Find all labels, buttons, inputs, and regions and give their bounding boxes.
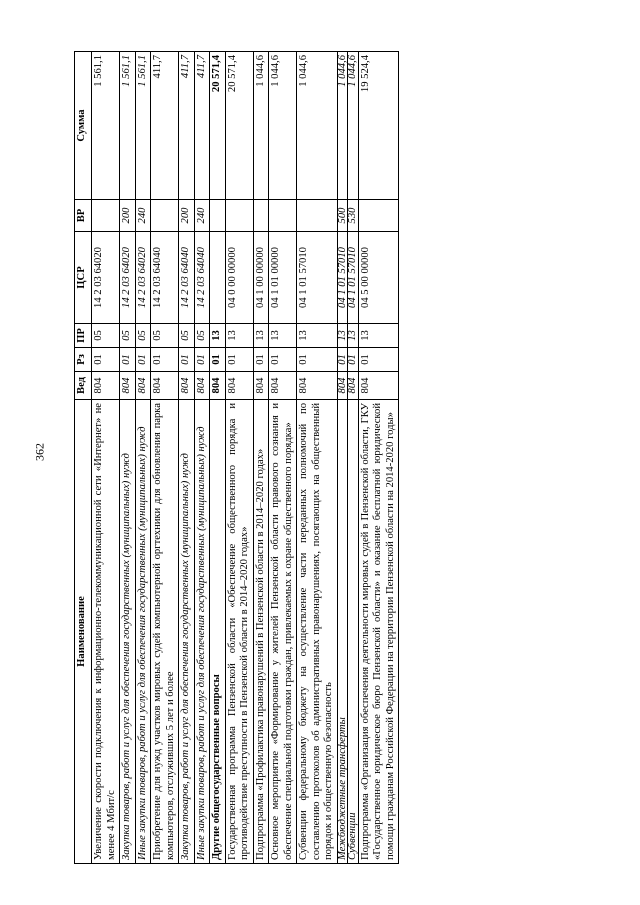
cell-csr: 14 2 03 64020 [120, 232, 136, 324]
table-row [92, 52, 120, 864]
cell-ved: 804 [120, 372, 136, 400]
cell-name: Субвенции [348, 400, 359, 864]
header-sum: Сумма [75, 52, 92, 200]
cell-csr: 14 2 03 64040 [179, 232, 195, 324]
cell-sum: 1 561,1 [135, 52, 151, 200]
cell-rz: 01 [92, 348, 120, 372]
cell-name: Другие общегосударственные вопросы [210, 400, 226, 864]
table-row [135, 52, 151, 864]
cell-csr: 14 2 03 64040 [194, 232, 210, 324]
header-rz: Рз [75, 348, 92, 372]
cell-name: Иные закупки товаров, работ и услуг для обеспечения государственных (муниципальных) нужд [194, 400, 210, 864]
table-row [269, 52, 297, 864]
cell-ved: 804 [225, 372, 253, 400]
cell-sum: 1 044,6 [337, 52, 348, 200]
cell-ved: 804 [358, 372, 399, 400]
cell-csr: 14 2 03 64040 [151, 232, 179, 324]
cell-name: Подпрограмма «Организация обеспечения деятельности мировых судей в Пензенской области, ГКУ «Государственное юридическое бюро Пензенской области» и оказание бесплатной юридической помощи гражданам Российской Федерации на территории Пензенской области на 2014-2020 годы» [358, 400, 399, 864]
cell-vr [92, 200, 120, 232]
cell-rz: 01 [358, 348, 399, 372]
cell-rz: 01 [337, 348, 348, 372]
cell-rz: 01 [269, 348, 297, 372]
cell-rz: 01 [151, 348, 179, 372]
cell-pr: 05 [194, 324, 210, 348]
cell-sum: 1 044,6 [253, 52, 269, 200]
cell-sum: 1 044,6 [297, 52, 338, 200]
cell-name: Подпрограмма «Профилактика правонарушений в Пензенской области в 2014–2020 годах» [253, 400, 269, 864]
cell-ved: 804 [297, 372, 338, 400]
table-row [253, 52, 269, 864]
cell-pr: 13 [210, 324, 226, 348]
cell-ved: 804 [194, 372, 210, 400]
cell-pr: 05 [151, 324, 179, 348]
cell-vr: 240 [135, 200, 151, 232]
cell-rz: 01 [225, 348, 253, 372]
cell-pr: 13 [297, 324, 338, 348]
cell-rz: 01 [179, 348, 195, 372]
cell-csr: 04 1 01 57010 [297, 232, 338, 324]
header-vr: ВР [75, 200, 92, 232]
budget-table [74, 51, 399, 864]
table-row [225, 52, 253, 864]
cell-ved: 804 [151, 372, 179, 400]
cell-sum: 411,7 [194, 52, 210, 200]
cell-rz: 01 [194, 348, 210, 372]
cell-ved: 804 [210, 372, 226, 400]
cell-csr: 04 1 01 00000 [269, 232, 297, 324]
cell-sum: 411,7 [151, 52, 179, 200]
table-row [151, 52, 179, 864]
cell-pr: 13 [253, 324, 269, 348]
cell-vr [151, 200, 179, 232]
cell-name: Закупка товаров, работ и услуг для обеспечения государственных (муниципальных) нужд [179, 400, 195, 864]
cell-vr: 240 [194, 200, 210, 232]
cell-ved: 804 [269, 372, 297, 400]
cell-sum: 411,7 [179, 52, 195, 200]
cell-rz: 01 [135, 348, 151, 372]
cell-vr: 200 [120, 200, 136, 232]
table-row [179, 52, 195, 864]
cell-pr: 13 [358, 324, 399, 348]
cell-vr [225, 200, 253, 232]
table-row [297, 52, 338, 864]
cell-name: Субвенции федеральному бюджету на осуществление части переданных полномочий по составлению протоколов об административных правонарушениях, посягающих на общественный порядок и общественную безопасность [297, 400, 338, 864]
cell-vr: 530 [348, 200, 359, 232]
cell-name: Межбюджетные трансферты [337, 400, 348, 864]
cell-vr [253, 200, 269, 232]
header-row [75, 52, 92, 864]
table-row [120, 52, 136, 864]
header-csr: ЦСР [75, 232, 92, 324]
page-number: 362 [32, 443, 47, 461]
header-pr: ПР [75, 324, 92, 348]
cell-vr: 500 [337, 200, 348, 232]
cell-sum: 1 044,6 [269, 52, 297, 200]
cell-vr: 200 [179, 200, 195, 232]
cell-sum: 1 044,6 [348, 52, 359, 200]
cell-ved: 804 [253, 372, 269, 400]
cell-vr [358, 200, 399, 232]
cell-csr: 04 0 00 00000 [225, 232, 253, 324]
cell-name: Увеличение скорости подключения к информационно-телекоммуникационной сети «Интернет» не менее 4 Мбит/с [92, 400, 120, 864]
cell-rz: 01 [253, 348, 269, 372]
cell-pr: 13 [348, 324, 359, 348]
table-row [348, 52, 359, 864]
cell-ved: 804 [348, 372, 359, 400]
cell-sum: 20 571,4 [210, 52, 226, 200]
cell-csr: 04 5 00 00000 [358, 232, 399, 324]
cell-csr: 14 2 03 64020 [92, 232, 120, 324]
cell-ved: 804 [179, 372, 195, 400]
cell-pr: 05 [179, 324, 195, 348]
cell-pr: 13 [269, 324, 297, 348]
table-row [337, 52, 348, 864]
cell-pr: 13 [337, 324, 348, 348]
cell-sum: 1 561,1 [120, 52, 136, 200]
table-row [210, 52, 226, 864]
cell-vr [210, 200, 226, 232]
cell-sum: 1 561,1 [92, 52, 120, 200]
cell-csr [210, 232, 226, 324]
header-name: Наименование [75, 400, 92, 864]
cell-name: Иные закупки товаров, работ и услуг для обеспечения государственных (муниципальных) нужд [135, 400, 151, 864]
table-row [194, 52, 210, 864]
table-body [92, 52, 399, 864]
cell-sum: 20 571,4 [225, 52, 253, 200]
cell-rz: 01 [297, 348, 338, 372]
budget-table-container [74, 52, 566, 864]
cell-name: Основное мероприятие «Формирование у жителей Пензенской области правового сознания и обеспечение специальной подготовки граждан, привлекаемых к охране общественного порядка» [269, 400, 297, 864]
cell-rz: 01 [210, 348, 226, 372]
cell-rz: 01 [120, 348, 136, 372]
cell-csr: 04 1 00 00000 [253, 232, 269, 324]
cell-ved: 804 [92, 372, 120, 400]
cell-pr: 13 [225, 324, 253, 348]
cell-name: Государственная программа Пензенской области «Обеспечение общественного порядка и противодействие преступности в Пензенской области в 2014–2020 годах» [225, 400, 253, 864]
cell-vr [269, 200, 297, 232]
cell-ved: 804 [135, 372, 151, 400]
cell-pr: 05 [135, 324, 151, 348]
table-row [358, 52, 399, 864]
cell-vr [297, 200, 338, 232]
cell-csr: 04 1 01 57010 [337, 232, 348, 324]
cell-ved: 804 [337, 372, 348, 400]
cell-rz: 01 [348, 348, 359, 372]
cell-name: Закупка товаров, работ и услуг для обеспечения государственных (муниципальных) нужд [120, 400, 136, 864]
cell-csr: 14 2 03 64020 [135, 232, 151, 324]
header-ved: Вед [75, 372, 92, 400]
cell-sum: 19 524,4 [358, 52, 399, 200]
cell-csr: 04 1 01 57010 [348, 232, 359, 324]
cell-pr: 05 [92, 324, 120, 348]
cell-name: Приобретение для нужд участков мировых судей компьютерной оргтехники для обновления парка компьютеров, отслуживших 5 лет и более [151, 400, 179, 864]
cell-pr: 05 [120, 324, 136, 348]
